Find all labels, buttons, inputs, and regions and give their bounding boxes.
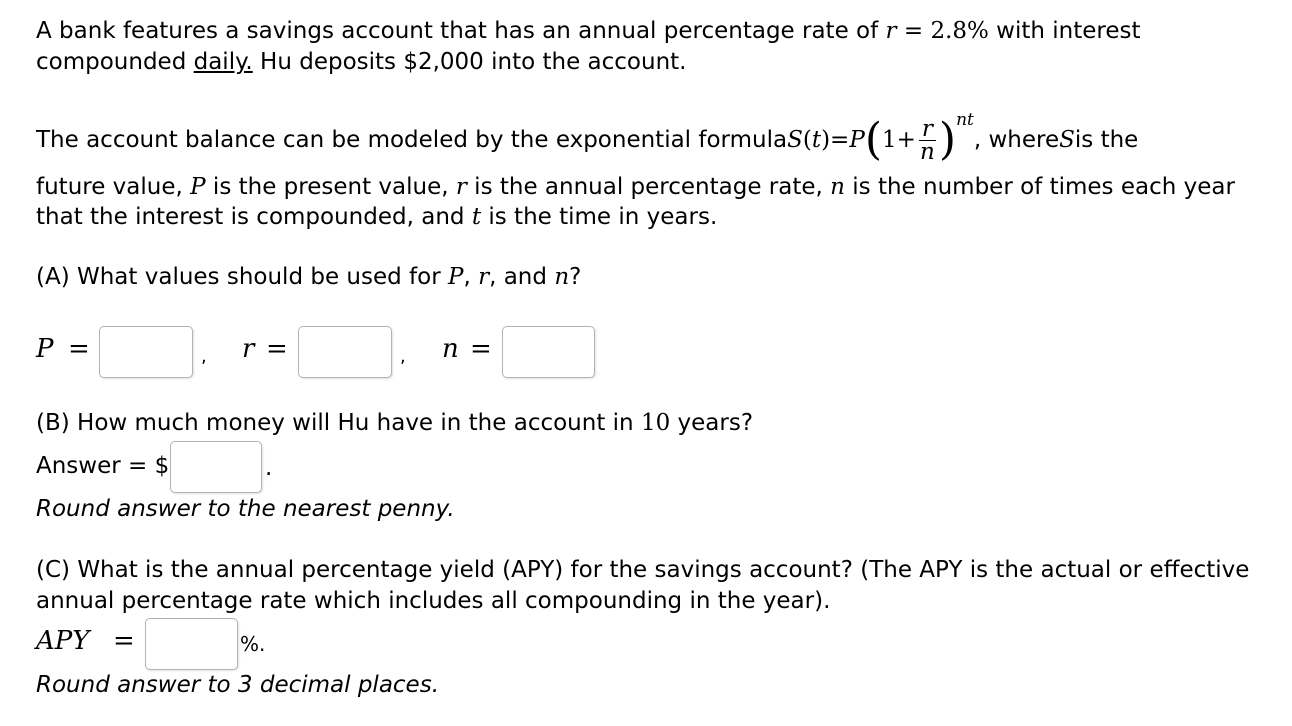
r-input[interactable] [298,326,392,378]
apy-percent: %. [240,632,266,656]
question-text: ? [569,264,582,290]
daily-term: daily. [193,49,253,75]
formula-one: 1 [881,127,897,153]
question-text: years? [670,410,754,436]
formula-lead-text: The account balance can be modeled by the exponential formula [36,127,788,153]
intro-text: compounded [36,49,194,75]
var-n: n [830,174,845,200]
r-equals: = [266,334,288,364]
answer-label: Answer = $ [36,453,170,479]
r-label: r [242,334,255,364]
years-value: 10 [640,410,671,436]
formula-paren: ( [802,127,812,153]
rate-symbol: r [885,18,897,44]
apy-equals: = [113,626,135,656]
formula-line [36,108,1138,172]
formula-line-3 [36,204,717,230]
separator-comma: , [201,346,207,367]
formula-text: future value, [36,174,191,200]
formula-line-2 [36,174,1235,200]
part-b-round-note: Round answer to the nearest penny. [36,496,455,522]
rate-value: 2.8% [930,18,989,44]
var-n: n [554,264,570,290]
fraction-denominator: n [919,138,935,165]
formula-p: P [849,127,865,153]
intro-line-1 [36,18,1141,44]
intro-text: with interest [988,18,1141,44]
part-a-question [36,264,581,290]
formula-s: S [787,127,803,153]
answer-input[interactable] [170,441,262,493]
apy-label: APY [36,626,90,656]
formula-text: is the time in years. [481,204,718,230]
formula-left-paren: ( [864,114,882,165]
question-text: (B) How much money will Hu have in the account in [36,410,641,436]
question-text: , [463,264,479,290]
intro-text: A bank features a savings account that has an annual percentage rate of [36,18,886,44]
equals-sign: = [896,18,931,44]
n-label: n [442,334,459,364]
formula-text: that the interest is compounded, and [36,204,472,230]
formula-s: S [1059,127,1075,153]
p-label: P [36,334,54,364]
formula-text: is the [1074,127,1139,153]
formula-exponent: nt [956,110,974,130]
formula-text: is the annual percentage rate, [466,174,831,200]
intro-text: Hu deposits $2,000 into the account. [252,49,687,75]
var-t: t [471,204,482,230]
intro-line-2 [36,49,687,75]
separator-comma: , [400,346,406,367]
formula-fraction [919,115,936,165]
var-p: P [190,174,206,200]
formula-plus: + [896,127,916,153]
var-r: r [478,264,490,290]
formula-right-paren: ) [938,114,957,165]
var-r: r [455,174,467,200]
p-input[interactable] [99,326,193,378]
formula-paren: ) [821,127,831,153]
formula-equals: = [830,127,850,153]
var-p: P [447,264,464,290]
fraction-numerator: r [919,118,936,141]
apy-input[interactable] [145,618,238,670]
question-text: (A) What values should be used for [36,264,448,290]
n-input[interactable] [502,326,595,378]
answer-period: . [265,455,273,481]
n-equals: = [470,334,492,364]
p-equals: = [68,334,90,364]
part-c-question-line-2: annual percentage rate which includes all compounding in the year). [36,588,831,614]
formula-text: , where [973,127,1060,153]
formula-text: is the present value, [205,174,456,200]
formula-text: is the number of times each year [844,174,1235,200]
formula-t: t [811,127,822,153]
part-b-question [36,410,753,436]
part-c-round-note: Round answer to 3 decimal places. [36,672,440,698]
part-c-question-line-1: (C) What is the annual percentage yield (APY) for the savings account? (The APY is the actual or effective [36,557,1250,583]
question-text: , and [489,264,555,290]
